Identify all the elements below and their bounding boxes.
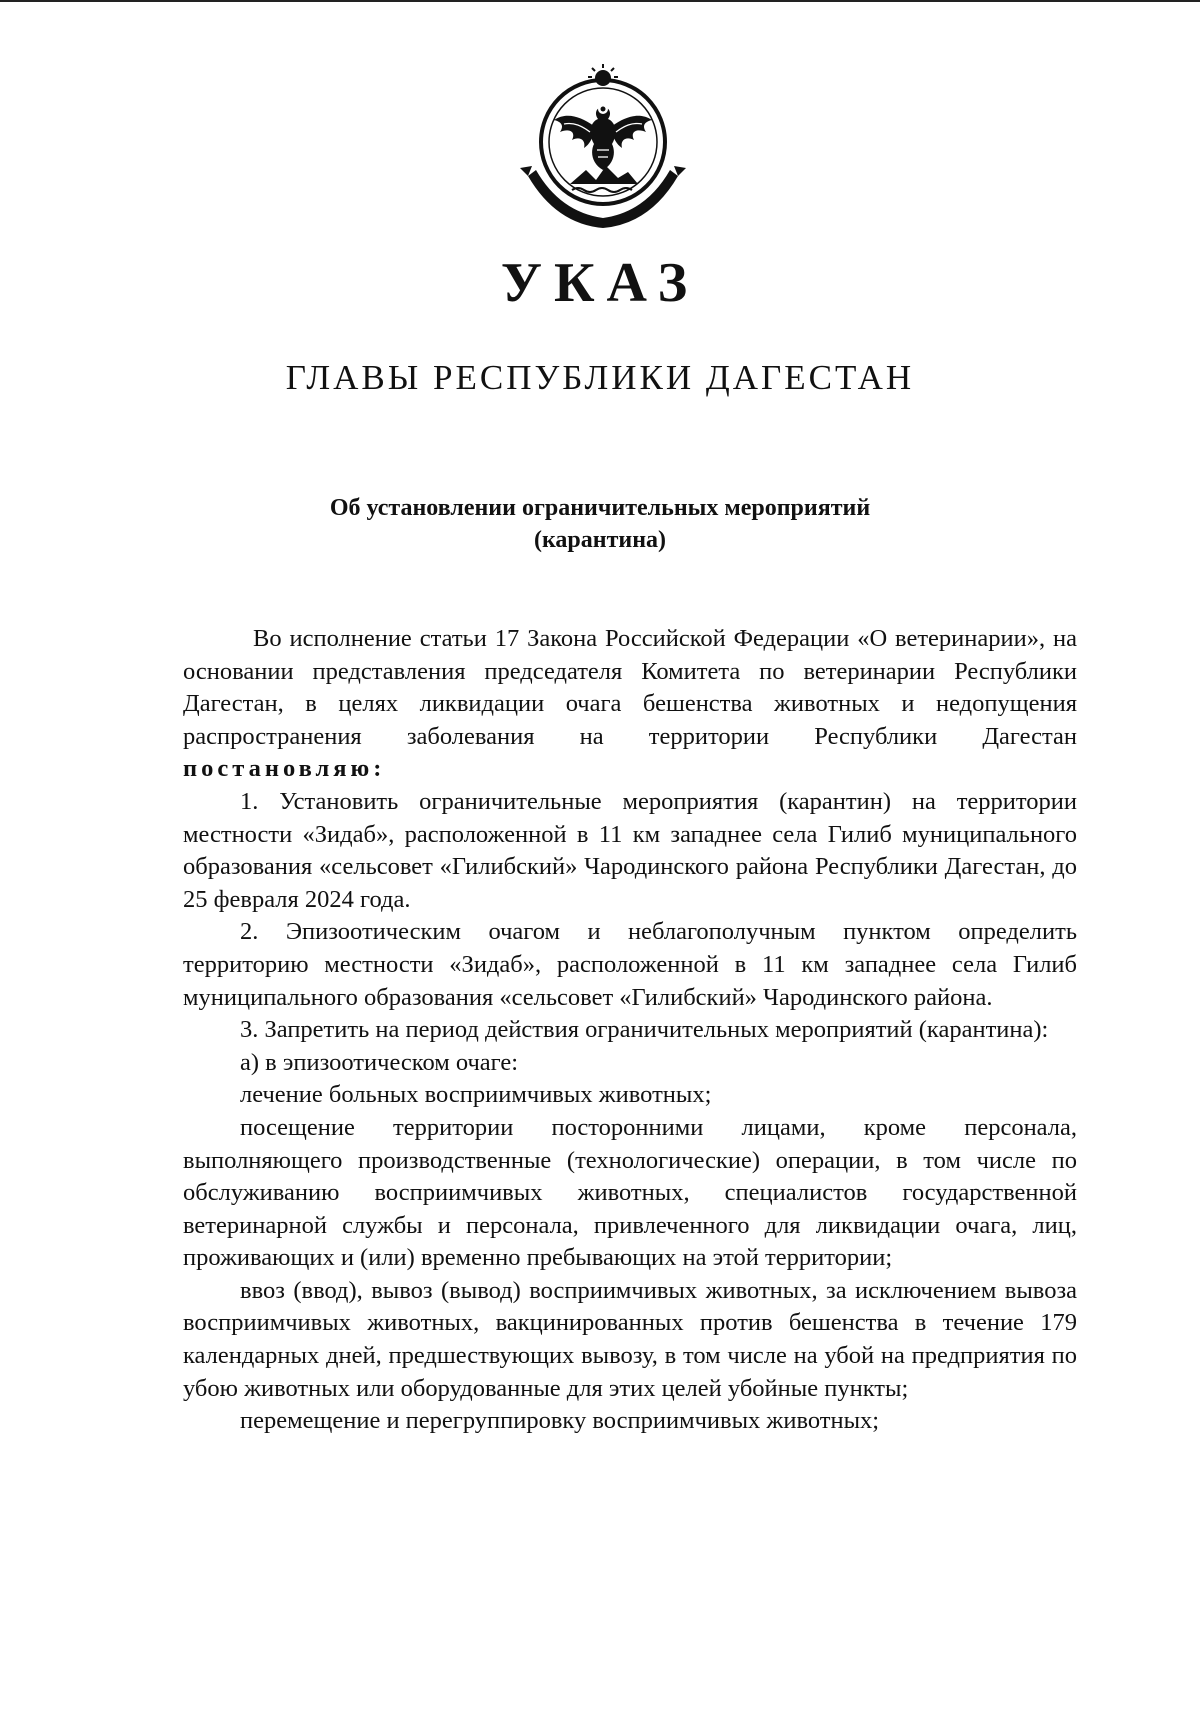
intro-paragraph [183, 623, 1077, 786]
page-title: УКАЗ [500, 252, 700, 314]
list-item: перемещение и перегруппировку восприимчивых животных; [240, 1407, 880, 1435]
paragraph-3a: а) в эпизоотическом очаге: [240, 1048, 519, 1076]
paragraph-1: 1. Установить ограничительные мероприятия (карантин) на территории местности «Зидаб», расположенной в 11 км западнее села Гилиб муниципального образования «сельсовет «Гилибский» Чародинского района Республики Дагестан, до 25 февраля 2024 года. [183, 787, 1077, 913]
document-heading-line: (карантина) [533, 527, 667, 553]
list-item: ввоз (ввод), вывоз (вывод) восприимчивых животных, за исключением вывоза восприимчивых животных, вакцинированных против бешенства в течение 179 календарных дней, предшествующих вывозу, в том числе на убой на предприятия по убою животных или оборудованные для этих целей убойные пункты; [183, 1276, 1077, 1402]
document-heading-line: Об установлении ограничительных мероприятий [329, 495, 871, 521]
document-heading [0, 492, 1200, 556]
list-item: посещение территории посторонними лицами, кроме персонала, выполняющего производственные (технологические) операции, в том числе по обслуживанию восприимчивых животных, специалистов государственной ветеринарной службы и персонала, привлеченного для ликвидации очага, лиц, проживающих и (или) временно пребывающих на этой территории; [183, 1113, 1077, 1272]
paragraph-3: 3. Запретить на период действия ограничительных мероприятий (карантина): [240, 1016, 1049, 1044]
coat-of-arms-dagestan-icon [520, 62, 686, 232]
paragraph-2: 2. Эпизоотическим очагом и неблагополучным пунктом определить территорию местности «Зидаб», расположенной в 11 км западнее села Гилиб муниципального образования «сельсовет «Гилибский» Чародинского района. [183, 918, 1077, 1011]
page-subtitle: ГЛАВЫ РЕСПУБЛИКИ ДАГЕСТАН [285, 358, 915, 397]
intro-text: Во исполнение статьи 17 Закона Российской Федерации «О ветеринарии», на основании представления председателя Комитета по ветеринарии Республики Дагестан, в целях ликвидации очага бешенства животных и недопущения распространения заболевания на территории Республики Дагестан [183, 625, 1077, 750]
document-body [183, 623, 1077, 1438]
list-item: лечение больных восприимчивых животных; [240, 1081, 712, 1109]
decree-word: постановляю: [183, 755, 386, 783]
top-border-line [0, 0, 1200, 2]
